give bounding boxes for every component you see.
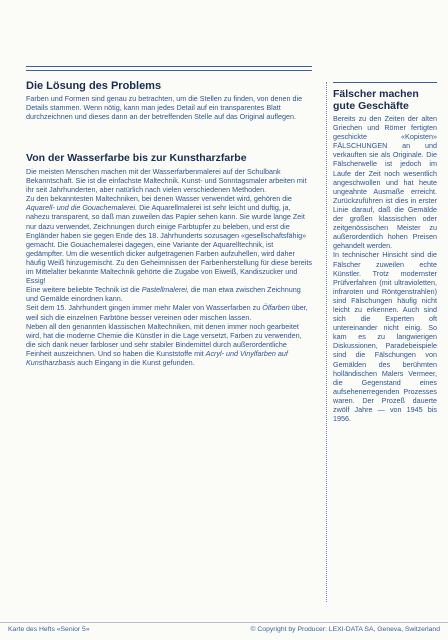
column-separator	[326, 82, 327, 602]
footer-right: © Copyright by Producer: LEXI-DATA SA, Geneva, Switzerland	[250, 626, 440, 633]
emphasis-text: Aquarell- und die Gouachemalerei.	[26, 203, 138, 213]
text-run: auch Eingang in die Kunst gefunden.	[75, 357, 195, 367]
emphasis-text: Pastellmalerei,	[141, 285, 189, 295]
section1-title: Die Lösung des Problems	[26, 80, 162, 92]
emphasis-text: Ölfarben	[262, 303, 290, 313]
right-top-rule	[333, 82, 437, 83]
section3-body	[333, 114, 437, 423]
section1-body: Farben und Formen sind genau zu betrachten, um die Stellen zu finden, von denen die Details stammen. Wenn nötig, kann man jedes Detail auf ein transparentes Blatt durchzeichnen und dieses dann an der betreffenden Stelle auf das Original auflegen.	[26, 94, 303, 122]
section2-paragraph-4	[26, 303, 312, 321]
top-rule-secondary	[26, 70, 312, 71]
footer-divider	[0, 622, 448, 623]
text-run: Seit dem 15. Jahrhundert gingen immer mehr Maler von Wasserfarben zu	[26, 303, 263, 313]
text-run: Zu den bekanntesten Maltechniken, bei denen Wasser verwendet wird, gehören die	[26, 194, 292, 204]
section2-paragraph-2	[26, 194, 312, 285]
section2-body	[26, 167, 312, 367]
section2-title: Von der Wasserfarbe bis zur Kunstharzfarbe	[26, 152, 247, 164]
section3-title: Fälscher machen gute Geschäfte	[333, 88, 419, 112]
emphasis-text: Acryl- und Vinylfarben auf Kunstharzbasis	[26, 348, 288, 367]
top-rule	[26, 66, 312, 67]
text-run: Neben all den genannten klassischen Maltechniken, mit denen immer noch gearbeitet wird, hat die moderne Chemie die Künstler in die Lage versetzt, Farben zu verwenden, die sich dank neuer farbloser und sehr stabiler Bindemittel durch außerordentliche Feinheit auszeichnen. Und so haben die Kunststoffe mit	[26, 321, 302, 358]
footer-left: Karte des Hefts «Senior 5»	[8, 626, 90, 633]
section3-paragraph-1: Bereits zu den Zeiten der alten Griechen und Römer fertigten geschickte «Kopisten» FÄLSCHUNGEN an und verkauften sie als Originale. Die Fälscherwelle ist jedoch im Laufe der Zeit noch wesentlich angeschwollen und hat heute ungeahnte Ausmaße erreicht. Zurückzuführen ist dies in erster Linie darauf, daß die Gemälde der großen klassischen oder zeitgenössischen Meister zu außerordentlich hohen Preisen gehandelt werden.	[333, 114, 437, 251]
section2-paragraph-1: Die meisten Menschen machen mit der Wasserfarbenmalerei auf der Schulbank Bekanntschaft. Sie ist die einfachste Maltechnik. Kunst- und Sonntagsmaler arbeiten mit ihr seit Jahrhunderten, aber natürlich nach vielen verschiedenen Methoden.	[26, 167, 307, 195]
section2-paragraph-3	[26, 285, 312, 303]
section2-paragraph-5	[26, 322, 312, 367]
section3-paragraph-2: In technischer Hinsicht sind die Fälscher zuweilen echte Künstler. Trotz modernster Prüfverfahren (mit ultravioletten, infraroten und Röntgenstrahlen) sind Fälschungen häufig nicht leicht zu erkennen. Auch sind sich die Experten oft untereinander nicht einig. So kam es zu langwierigen Diskussionen, Paradebeispiele sind die Fälschungen von Gemälden des berühmten holländischen Malers Vermeer, die Gegenstand eines aufsehenerregenden Prozesses waren. Der Prozeß dauerte zwölf Jahre — von 1945 bis 1956.	[333, 250, 437, 424]
text-run: Eine weitere beliebte Technik ist die	[26, 285, 142, 295]
text-run: die man etwa zwischen Zeichnung und Gemälde einordnen kann.	[26, 285, 301, 304]
text-run: über, weil sich die einzelnen Farbtöne besser vereinen oder mischen lassen.	[26, 303, 308, 322]
text-run: Die Aquarellmalerei ist sehr leicht und duftig, ja, nahezu transparent, so daß man zuweilen das Papier sehen kann. Sie wurde lange Zeit nur dazu verwendet, Zeichnungen durch einige Farbtupfer zu beleben, und erst die Engländer haben sie gegen Ende des 18. Jahrhunderts sozusagen «gesellschaftsfähig» gemacht. Die Gouachemalerei dagegen, eine Variante der Aquarelltechnik, ist gedämpfter. Um die wesentlich dicker aufgetragenen Farben aufzuhellen, wird daher häufig Weiß hinzugemischt. Zu den Geheimnissen der Farbenherstellung für diese bereits im Mittelalter bekannte Maltechnik gehörte die Zugabe von Eiweiß, Kandiszucker und Essig!	[26, 203, 312, 286]
